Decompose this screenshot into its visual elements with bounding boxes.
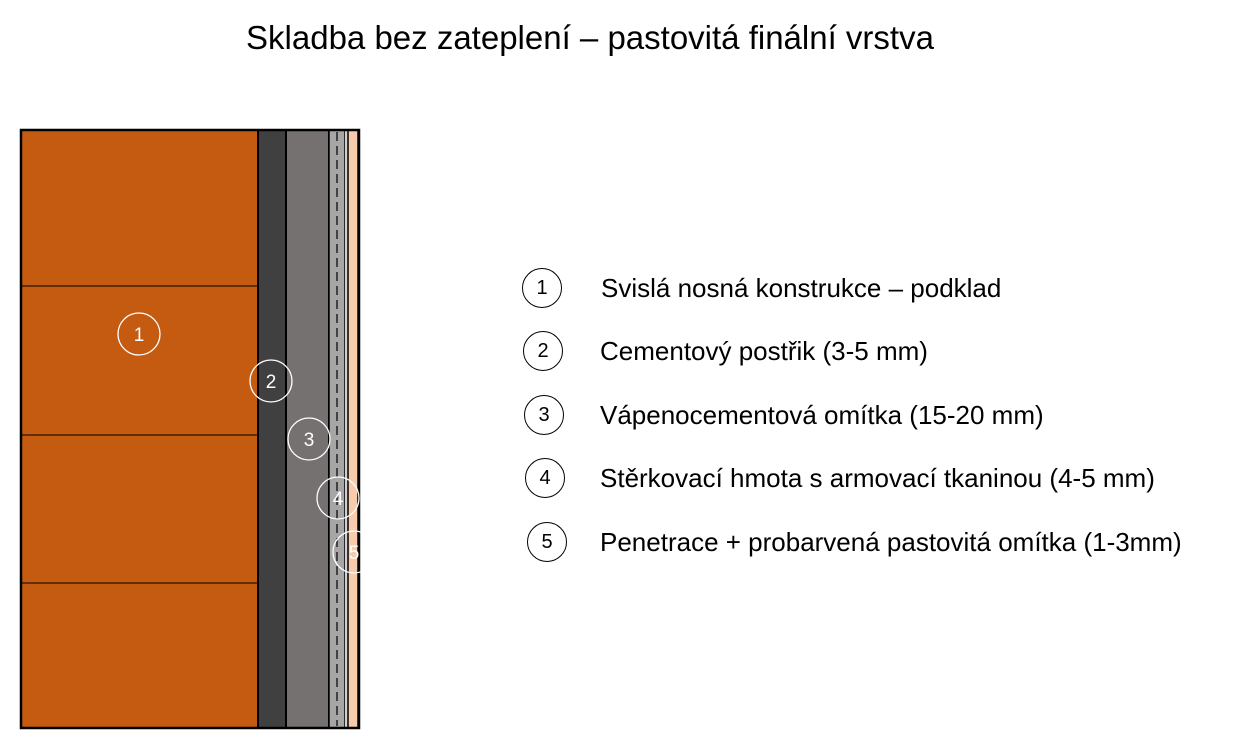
legend-item-2 xyxy=(523,331,1253,375)
legend-item-5 xyxy=(527,522,1257,566)
callout-2-label: 2 xyxy=(265,372,277,393)
callout-1-label: 1 xyxy=(133,325,145,346)
layer-brick xyxy=(22,130,258,728)
legend-text-1: Svislá nosná konstrukce – podklad xyxy=(601,273,1002,303)
legend-number-4: 4 xyxy=(525,458,565,498)
legend-text-4: Stěrkovací hmota s armovací tkaninou (4-5 mm) xyxy=(600,463,1155,493)
callout-3-label: 3 xyxy=(303,430,315,451)
legend-item-1 xyxy=(522,268,1252,312)
legend-text-5: Penetrace + probarvená pastovitá omítka (1-3mm) xyxy=(600,527,1182,557)
layer-lime-cement-plaster xyxy=(286,130,329,728)
callout-5-label: 5 xyxy=(348,543,360,564)
layer-paste-render xyxy=(348,130,358,728)
legend-number-1: 1 xyxy=(522,268,562,308)
diagram-title: Skladba bez zateplení – pastovitá finální vrstva xyxy=(246,19,934,56)
legend-item-3 xyxy=(524,395,1254,439)
legend-number-5: 5 xyxy=(527,522,567,562)
legend-number-3: 3 xyxy=(524,395,564,435)
legend-item-4 xyxy=(525,458,1255,502)
legend-text-3: Vápenocementová omítka (15-20 mm) xyxy=(600,400,1044,430)
legend-text-2: Cementový postřik (3-5 mm) xyxy=(600,336,928,366)
layer-cement-spray xyxy=(258,130,286,728)
callout-4-label: 4 xyxy=(332,489,344,510)
legend-number-2: 2 xyxy=(523,331,563,371)
